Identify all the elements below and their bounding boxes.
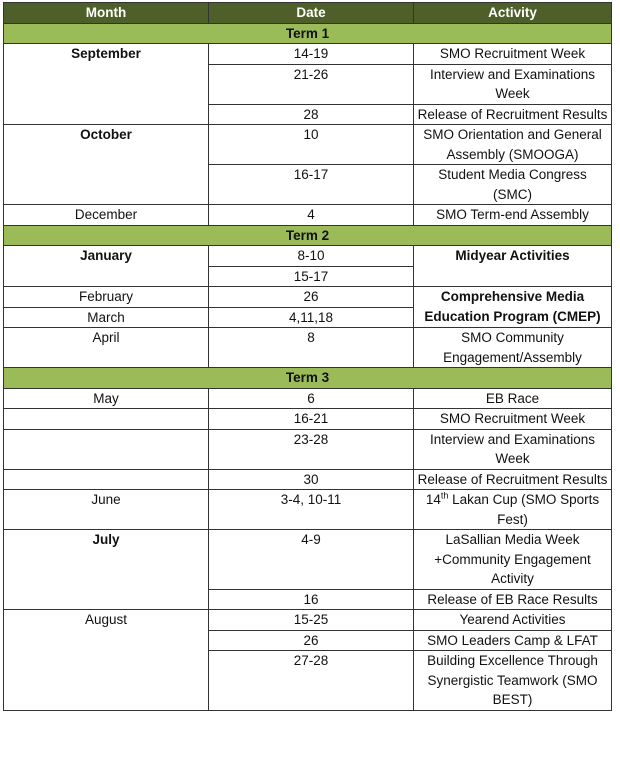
header-activity: Activity [414,3,612,24]
term-row [4,23,612,44]
date-cell: 23-28 [209,429,414,469]
date-cell: 26 [209,287,414,308]
activity-cell: Release of EB Race Results [414,589,612,610]
date-cell: 3-4, 10-11 [209,490,414,530]
date-cell: 8-10 [209,246,414,267]
month-cell: January [4,246,209,287]
term-label: Term 3 [4,368,612,389]
activity-cell: Yearend Activities [414,610,612,631]
activity-cell: Midyear Activities [414,246,612,287]
table-row [4,328,612,368]
header-month: Month [4,3,209,24]
activity-cell: SMO Leaders Camp & LFAT [414,630,612,651]
month-cell: February [4,287,209,308]
activity-cell: SMO Term-end Assembly [414,205,612,226]
activity-cell: EB Race [414,388,612,409]
date-cell: 14-19 [209,44,414,65]
date-cell: 10 [209,125,414,165]
table-row [4,490,612,530]
activity-cell: LaSallian Media Week +Community Engagement Activity [414,530,612,590]
date-cell: 4-9 [209,530,414,590]
month-cell: April [4,328,209,368]
month-cell: March [4,307,209,328]
activity-calendar-table [3,2,612,711]
activity-text: Lakan Cup (SMO Sports Fest) [448,492,600,527]
date-cell: 16-21 [209,409,414,430]
date-cell: 26 [209,630,414,651]
month-cell: June [4,490,209,530]
table-row [4,610,612,631]
date-cell: 4,11,18 [209,307,414,328]
activity-cell: SMO Community Engagement/Assembly [414,328,612,368]
date-cell: 16-17 [209,165,414,205]
activity-cell: SMO Recruitment Week [414,409,612,430]
table-row [4,287,612,308]
date-cell: 27-28 [209,651,414,711]
date-cell: 21-26 [209,64,414,104]
table-row [4,205,612,226]
date-cell: 15-17 [209,266,414,287]
activity-number: 14 [425,492,441,507]
month-cell-empty [4,469,209,490]
activity-cell: Release of Recruitment Results [414,104,612,125]
table-row [4,388,612,409]
activity-ordinal: th [440,490,449,501]
activity-cell [414,490,612,530]
activity-cell: Building Excellence Through Synergistic Teamwork (SMO BEST) [414,651,612,711]
month-cell: September [4,44,209,125]
activity-cell: SMO Recruitment Week [414,44,612,65]
activity-cell: Student Media Congress (SMC) [414,165,612,205]
month-cell: August [4,610,209,711]
activity-cell: Comprehensive Media Education Program (CMEP) [414,287,612,328]
activity-cell: Release of Recruitment Results [414,469,612,490]
date-cell: 8 [209,328,414,368]
activity-cell: SMO Orientation and General Assembly (SMOOGA) [414,125,612,165]
date-cell: 15-25 [209,610,414,631]
table-row [4,409,612,430]
header-date: Date [209,3,414,24]
month-cell: July [4,530,209,610]
table-row [4,530,612,590]
term-row [4,225,612,246]
month-cell: December [4,205,209,226]
date-cell: 30 [209,469,414,490]
date-cell: 28 [209,104,414,125]
table-row [4,246,612,267]
month-cell: May [4,388,209,409]
date-cell: 4 [209,205,414,226]
term-label: Term 2 [4,225,612,246]
table-row [4,429,612,469]
term-row [4,368,612,389]
table-row [4,44,612,65]
month-cell-empty [4,429,209,469]
activity-cell: Interview and Examinations Week [414,64,612,104]
month-cell: October [4,125,209,205]
table-row [4,125,612,165]
term-label: Term 1 [4,23,612,44]
header-row [4,3,612,24]
date-cell: 16 [209,589,414,610]
month-cell-empty [4,409,209,430]
activity-cell: Interview and Examinations Week [414,429,612,469]
date-cell: 6 [209,388,414,409]
table-row [4,469,612,490]
